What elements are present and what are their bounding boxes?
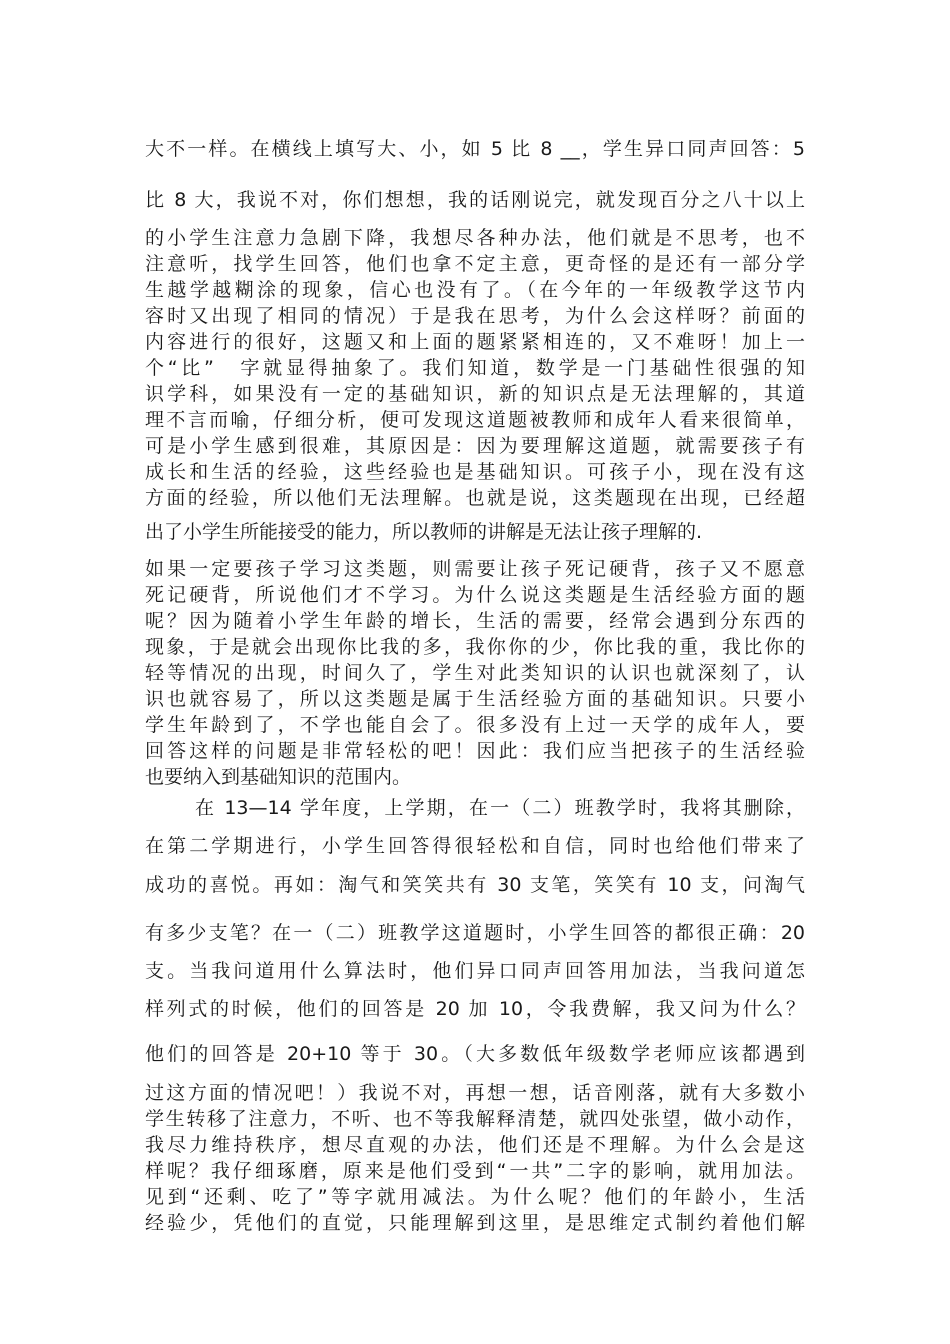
paragraph-line: 理不言而喻，仔细分析，便可发现这道题被教师和成年人看来很简单， [145, 409, 805, 431]
paragraph-line: 成长和生活的经验，这些经验也是基础知识。可孩子小，现在没有这 [145, 461, 805, 483]
paragraph-line: 轻等情况的出现，时间久了，学生对此类知识的认识也就深刻了，认 [145, 662, 805, 684]
paragraph-line: 也要纳入到基础知识的范围内。 [145, 766, 412, 788]
paragraph-line: 样列式的时候，他们的回答是 20 加 10，令我费解，我又问为什么？ [145, 998, 805, 1020]
paragraph-line: 大不一样。在横线上填写大、小，如 5 比 8 __，学生异口同声回答：5 [145, 138, 805, 160]
paragraph-line: 在第二学期进行，小学生回答得很轻松和自信，同时也给他们带来了 [145, 835, 805, 857]
paragraph-line: 方面的经验，所以他们无法理解。也就是说，这类题现在出现，已经超 [145, 487, 805, 509]
paragraph-line: 死记硬背，所说他们才不学习。为什么说这类题是生活经验方面的题 [145, 584, 805, 606]
paragraph-line: 经验少，凭他们的直觉，只能理解到这里，是思维定式制约着他们解 [145, 1212, 805, 1234]
paragraph-line: 生越学越糊涂的现象，信心也没有了。（在今年的一年级教学这节内 [145, 279, 805, 301]
paragraph-line: 呢？因为随着小学生年龄的增长，生活的需要，经常会遇到分东西的 [145, 610, 805, 632]
paragraph-line: 内容进行的很好，这题又和上面的题紧紧相连的，又不难呀！加上一 [145, 331, 805, 353]
paragraph-line: 他们的回答是 20+10 等于 30。（大多数低年级数学老师应该都遇到 [145, 1043, 805, 1065]
paragraph-line: 个“比” 字就显得抽象了。我们知道，数学是一门基础性很强的知 [145, 357, 805, 379]
paragraph-line: 支。当我问道用什么算法时，他们异口同声回答用加法，当我问道怎 [145, 960, 805, 982]
paragraph-line: 学生年龄到了，不学也能自会了。很多没有上过一天学的成年人，要 [145, 714, 805, 736]
paragraph-line: 过这方面的情况吧！）我说不对，再想一想，话音刚落，就有大多数小 [145, 1082, 805, 1104]
paragraph-line: 见到“还剩、吃了”等字就用减法。为什么呢？他们的年龄小，生活 [145, 1186, 805, 1208]
paragraph-line: 成功的喜悦。再如：淘气和笑笑共有 30 支笔，笑笑有 10 支，问淘气 [145, 874, 805, 896]
paragraph-line: 在 13—14 学年度，上学期，在一（二）班教学时，我将其删除， [195, 797, 805, 819]
paragraph-line: 如果一定要孩子学习这类题，则需要让孩子死记硬背，孩子又不愿意 [145, 558, 805, 580]
paragraph-line: 注意听，找学生回答，他们也拿不定主意，更奇怪的是还有一部分学 [145, 253, 805, 275]
paragraph-line: 识学科，如果没有一定的基础知识，新的知识点是无法理解的，其道 [145, 383, 805, 405]
paragraph-line: 样呢？我仔细琢磨，原来是他们受到“一共”二字的影响，就用加法。 [145, 1160, 805, 1182]
paragraph-line: 识也就容易了，所以这类题是属于生活经验方面的基础知识。只要小 [145, 688, 805, 710]
paragraph-line: 我尽力维持秩序，想尽直观的办法，他们还是不理解。为什么会是这 [145, 1134, 805, 1156]
paragraph-line: 的小学生注意力急剧下降，我想尽各种办法，他们就是不思考，也不 [145, 227, 805, 249]
paragraph-line: 回答这样的问题是非常轻松的吧！因此：我们应当把孩子的生活经验 [145, 740, 805, 762]
paragraph-line: 容时又出现了相同的情况）于是我在思考，为什么会这样呀？前面的 [145, 305, 805, 327]
paragraph-line: 现象，于是就会出现你比我的多，我你你的少，你比我的重，我比你的 [145, 636, 805, 658]
paragraph-line: 比 8 大，我说不对，你们想想，我的话刚说完，就发现百分之八十以上 [145, 189, 805, 211]
paragraph-line: 学生转移了注意力，不听、也不等我解释清楚，就四处张望，做小动作， [145, 1108, 805, 1130]
paragraph-line: 出了小学生所能接受的能力，所以教师的讲解是无法让孩子理解的. [145, 521, 703, 543]
paragraph-line: 有多少支笔？在一（二）班教学这道题时，小学生回答的都很正确：20 [145, 922, 805, 944]
paragraph-line: 可是小学生感到很难，其原因是：因为要理解这道题，就需要孩子有 [145, 435, 805, 457]
